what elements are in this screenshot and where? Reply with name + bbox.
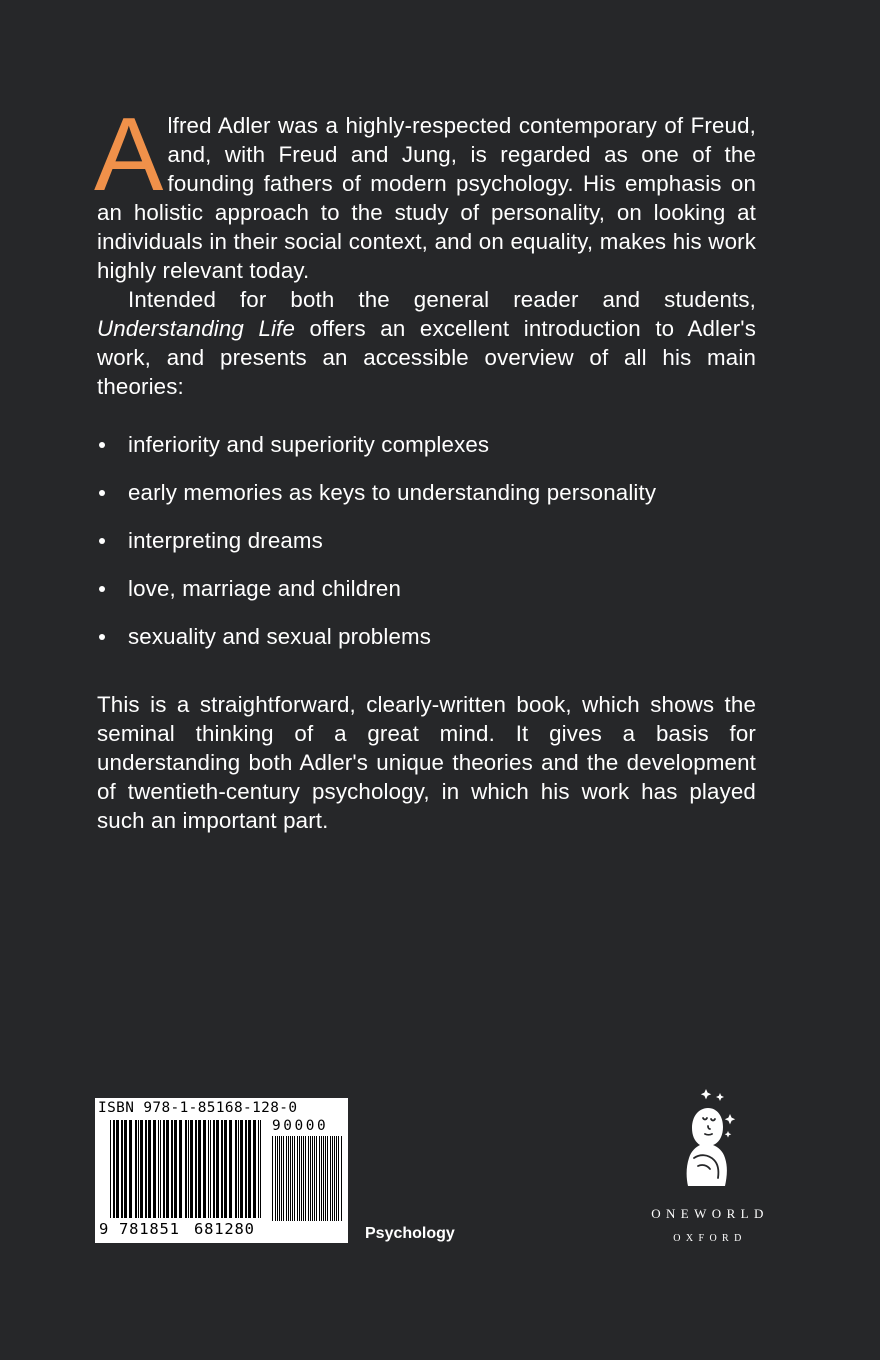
paragraph-1-text: lfred Adler was a highly-respected contemporary of Freud, and, with Freud and Jung, is regarded as one of the founding fathers of modern psychology. His emphasis on an holistic approach to the study of personality, on looking at individuals in their social context, and on equality, makes his work highly relevant today. (97, 113, 756, 283)
barcode-bar (253, 1120, 256, 1218)
barcode-bar (297, 1136, 298, 1221)
barcode-bar (294, 1136, 295, 1221)
list-item: inferiority and superiority complexes (97, 430, 668, 459)
barcode-bar (312, 1136, 313, 1221)
barcode-bar (303, 1136, 304, 1221)
barcode-bar (290, 1136, 291, 1221)
publisher-place: OXFORD (673, 1233, 747, 1244)
paragraph-2 (97, 285, 756, 401)
barcode-bar (330, 1136, 331, 1221)
isbn-barcode (95, 1098, 348, 1243)
paragraph-1 (94, 97, 756, 285)
paragraph-2-intro: Intended for both the general reader and students, (128, 287, 756, 312)
list-item: early memories as keys to understanding personality (97, 478, 668, 507)
barcode-bar (113, 1120, 115, 1218)
barcode-bar (299, 1136, 300, 1221)
barcode-bar (129, 1120, 132, 1218)
barcode-bar (325, 1136, 326, 1221)
barcode-bar (158, 1120, 159, 1218)
barcode-bar (153, 1120, 156, 1218)
barcode-bar (190, 1120, 193, 1218)
barcode-bar (198, 1120, 201, 1218)
drop-cap: A (94, 97, 164, 213)
ean-digit-lead: 9 (99, 1220, 109, 1238)
category-label: Psychology (365, 1225, 455, 1242)
barcode-bar (316, 1136, 317, 1221)
barcode-bar (195, 1120, 197, 1218)
barcode-bar (221, 1120, 223, 1218)
barcode-bar (305, 1136, 306, 1221)
barcode-bar (140, 1120, 143, 1218)
barcode-bar (213, 1120, 215, 1218)
barcode-bar (203, 1120, 206, 1218)
figure-with-stars-icon (670, 1086, 748, 1198)
barcode-bar (336, 1136, 337, 1221)
barcode-bar (160, 1120, 161, 1218)
barcode-bar (260, 1120, 261, 1218)
barcode-bar (238, 1120, 239, 1218)
barcode-bar (121, 1120, 123, 1218)
barcode-bar (277, 1136, 278, 1221)
barcode-bar (174, 1120, 177, 1218)
barcode-bar (138, 1120, 139, 1218)
barcode-bar (240, 1120, 243, 1218)
ean-bars (110, 1120, 263, 1218)
barcode-bar (288, 1136, 289, 1221)
description (94, 97, 756, 835)
barcode-bar (321, 1136, 322, 1221)
addon-bars (272, 1136, 342, 1221)
barcode-bar (327, 1136, 328, 1221)
list-item: love, marriage and children (97, 574, 668, 603)
barcode-bar (171, 1120, 173, 1218)
barcode-bar (224, 1120, 227, 1218)
barcode-bar (314, 1136, 315, 1221)
barcode-bar (275, 1136, 276, 1221)
publisher-name: ONEWORLD (651, 1206, 769, 1221)
theories-list (97, 430, 756, 651)
barcode-bar (210, 1120, 211, 1218)
paragraph-2-rest: offers an excellent introduction to Adler's work, and presents an accessible overview of all his main theories: (97, 316, 756, 399)
barcode-bar (283, 1136, 284, 1221)
barcode-bar (235, 1120, 237, 1218)
barcode-bar (179, 1120, 182, 1218)
barcode-bar (341, 1136, 342, 1221)
barcode-bar (163, 1120, 165, 1218)
barcode-bar (216, 1120, 219, 1218)
barcode-bar (279, 1136, 280, 1221)
barcode-bar (338, 1136, 339, 1221)
barcode-bar (323, 1136, 324, 1221)
barcode-bar (248, 1120, 251, 1218)
barcode-bar (281, 1136, 282, 1221)
barcode-bar (292, 1136, 293, 1221)
price-code: 90000 (272, 1118, 329, 1134)
closing-paragraph: This is a straightforward, clearly-written book, which shows the seminal thinking of a great mind. It gives a basis for understanding both Adler's unique theories and the development of twentieth-century psychology, in which his work has played such an important part. (97, 692, 756, 833)
ean-digits-left: 781851 (119, 1220, 180, 1238)
barcode-bar (135, 1120, 137, 1218)
barcode-bar (166, 1120, 169, 1218)
barcode-bar (229, 1120, 232, 1218)
barcode-bar (286, 1136, 287, 1221)
ean-digits-right: 681280 (194, 1220, 255, 1238)
isbn-label: ISBN 978-1-85168-128-0 (98, 1100, 298, 1116)
barcode-bar (148, 1120, 151, 1218)
barcode-bar (124, 1120, 127, 1218)
barcode-bar (258, 1120, 259, 1218)
barcode-bar (145, 1120, 147, 1218)
barcode-bar (319, 1136, 320, 1221)
barcode-bar (301, 1136, 302, 1221)
barcode-bar (272, 1136, 273, 1221)
book-title: Understanding Life (97, 316, 296, 341)
barcode-bar (334, 1136, 335, 1221)
barcode-bar (110, 1120, 111, 1218)
barcode-bar (308, 1136, 309, 1221)
barcode-bar (116, 1120, 119, 1218)
list-item: sexuality and sexual problems (97, 622, 668, 651)
barcode-bar (245, 1120, 247, 1218)
barcode-bar (208, 1120, 209, 1218)
barcode-bar (188, 1120, 189, 1218)
list-item: interpreting dreams (97, 526, 668, 555)
barcode-bar (310, 1136, 311, 1221)
barcode-bar (185, 1120, 187, 1218)
barcode-bar (332, 1136, 333, 1221)
